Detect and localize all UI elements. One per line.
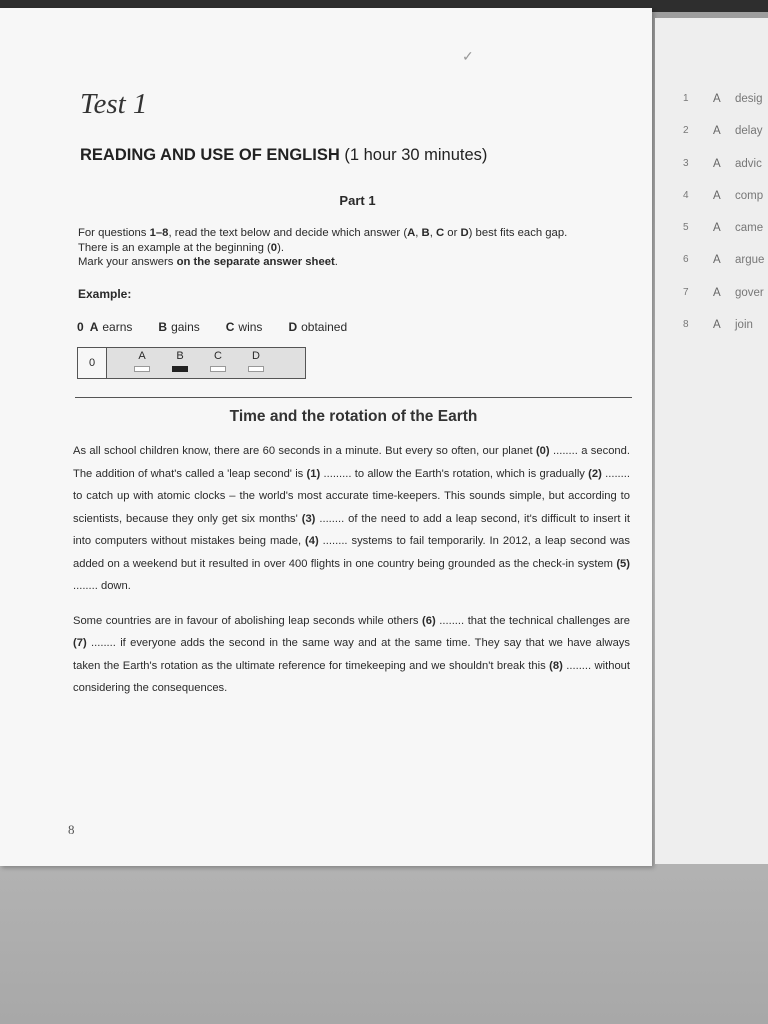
tick-mark: ✓ (462, 48, 474, 64)
question-number: 5 (683, 222, 689, 234)
instruction-line (78, 226, 643, 241)
test-title: Test 1 (80, 88, 148, 120)
gap-number: (6) (422, 614, 436, 627)
paper-title-main: READING AND USE OF ENGLISH (80, 146, 340, 164)
option-text: wins (238, 320, 263, 334)
article-body (73, 440, 630, 712)
answer-cell (123, 348, 161, 378)
option-word: came (735, 222, 764, 235)
text-run: Some countries are in favour of abolishing leap seconds while others (73, 614, 422, 627)
option-word: join (735, 319, 753, 332)
example-option (158, 320, 199, 334)
text-run: . (334, 256, 338, 268)
answer-mark (248, 366, 264, 372)
gap-number: (3) (301, 512, 316, 525)
bold-text: A (407, 227, 416, 239)
example-option (288, 320, 347, 334)
answer-cell (199, 348, 237, 378)
text-run: or (444, 227, 461, 239)
option-letter: D (288, 320, 298, 334)
gap-number: (5) (616, 557, 630, 570)
answer-option-row (683, 158, 764, 190)
left-page (0, 8, 652, 866)
divider (75, 397, 632, 398)
option-letter: A (713, 222, 721, 235)
question-number: 2 (683, 125, 689, 137)
text-run: ........ down. (73, 580, 131, 592)
option-letter: A (713, 319, 721, 332)
answer-grid (107, 348, 305, 378)
gap-number: (7) (73, 637, 87, 649)
example-answer-box (77, 347, 306, 379)
text-run: ). (277, 241, 284, 254)
option-letter: A (713, 189, 721, 202)
paper-title (80, 146, 487, 165)
text-run: ........ of the need to add a leap second, it's difficult to insert it into computers without mistakes being made, (73, 512, 630, 547)
answer-cell (237, 348, 275, 378)
text-run: ) best fits each gap. (468, 227, 568, 239)
answer-letter: B (176, 350, 184, 362)
option-word: gover (735, 286, 764, 299)
option-letter: B (158, 320, 168, 334)
text-run: ......... to allow the Earth's rotation, which is gradually (320, 467, 589, 480)
question-number: 1 (683, 93, 689, 104)
example-options (77, 320, 373, 334)
option-word: desig (735, 93, 763, 105)
option-letter: A (713, 93, 721, 105)
example-option (90, 320, 133, 334)
paper-duration: (1 hour 30 minutes) (344, 146, 488, 164)
answer-option-row (683, 125, 764, 157)
bold-text: on the separate answer sheet (176, 256, 335, 268)
text-run: ........ if everyone adds the second in the same way and at the same time. They say that we have always taken the Earth's rotation as the ultimate reference for timekeeping and we shouldn't break this (73, 637, 630, 672)
bold-text: 0 (270, 241, 278, 254)
article-paragraph (73, 440, 630, 598)
option-word: delay (735, 125, 763, 138)
option-text: gains (171, 320, 200, 334)
instructions (78, 226, 643, 270)
example-number: 0 (77, 320, 84, 334)
text-run: For questions (78, 227, 150, 239)
answer-cell (161, 348, 199, 378)
question-number: 7 (683, 286, 689, 298)
option-word: argue (735, 254, 765, 267)
question-number: 4 (683, 189, 689, 201)
answer-mark (210, 366, 226, 372)
text-run: ........ a second. The addition of what's called a 'leap second' is (73, 445, 630, 480)
text-run: As all school children know, there are 60 seconds in a minute. But every so often, our planet (73, 445, 536, 457)
text-run: ........ systems to fail temporarily. In 2012, a leap second was added on a weekend but it resulted in over 400 flights in one country being grounded as the check-in system (73, 535, 630, 570)
option-word: advic (735, 157, 762, 170)
answer-option-row (683, 287, 764, 319)
answer-mark (172, 366, 188, 372)
answer-option-row (683, 222, 764, 254)
answer-mark (134, 366, 150, 372)
option-letter: A (713, 286, 721, 299)
answer-box-number: 0 (78, 348, 107, 378)
option-letter: A (713, 157, 721, 170)
option-letter: C (225, 320, 235, 334)
question-number: 8 (683, 319, 689, 331)
right-page (655, 18, 768, 864)
option-letter: A (713, 254, 721, 267)
text-run: ........ without considering the consequences. (73, 659, 631, 694)
answer-letter: A (138, 350, 146, 362)
option-text: obtained (301, 320, 348, 334)
instruction-line (78, 255, 643, 270)
question-number: 3 (683, 157, 689, 169)
article-paragraph (73, 610, 630, 700)
bold-text: B (421, 227, 430, 239)
answer-option-row (683, 93, 764, 125)
text-run: ........ to catch up with atomic clocks – the world's most accurate time-keepers. This sounds simple, but according to scientists, because they only get six months' (73, 467, 630, 525)
example-label: Example: (78, 287, 132, 301)
text-run: There is an example at the beginning ( (78, 241, 271, 254)
answer-letter: D (252, 350, 260, 362)
answer-option-row (683, 190, 764, 222)
instruction-line (78, 241, 643, 256)
text-run: , (415, 227, 422, 239)
article-title: Time and the rotation of the Earth (229, 408, 478, 425)
example-option (226, 320, 263, 334)
option-word: comp (735, 189, 764, 202)
text-run: ........ that the technical challenges are (435, 614, 631, 627)
answer-options-list (683, 93, 764, 351)
gap-number: (8) (549, 659, 563, 672)
answer-option-row (683, 319, 764, 351)
answer-option-row (683, 254, 764, 286)
answer-letter: C (214, 350, 222, 362)
option-text: earns (102, 320, 133, 334)
text-run: Mark your answers (78, 256, 177, 268)
option-letter: A (89, 320, 99, 334)
bold-text: 1–8 (149, 227, 169, 239)
option-letter: A (713, 125, 721, 138)
bold-text: C (435, 227, 445, 239)
bold-text: D (460, 227, 469, 239)
gap-number: (4) (305, 535, 319, 547)
part-heading: Part 1 (339, 193, 376, 208)
text-run: , (429, 227, 436, 239)
question-number: 6 (683, 254, 689, 266)
gap-number: (2) (588, 467, 602, 480)
gap-number: (1) (306, 467, 321, 480)
text-run: , read the text below and decide which answer ( (168, 227, 408, 239)
gap-number: (0) (535, 445, 550, 457)
page-number: 8 (68, 822, 75, 837)
